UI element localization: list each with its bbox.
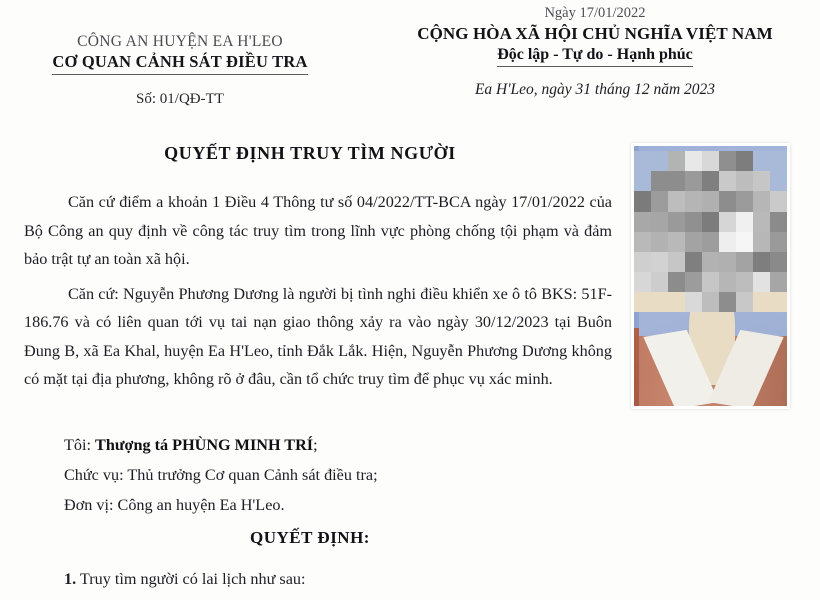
mosaic-tile <box>753 232 770 252</box>
mosaic-tile <box>685 232 702 252</box>
mosaic-tile <box>770 171 787 191</box>
mosaic-tile <box>719 232 736 252</box>
mosaic-tile <box>702 232 719 252</box>
page-title: QUYẾT ĐỊNH TRUY TÌM NGƯỜI <box>164 143 456 163</box>
mosaic-tile <box>685 252 702 272</box>
officer-name-label: Tôi: <box>64 436 96 454</box>
mosaic-tile <box>702 252 719 272</box>
mosaic-tile <box>736 171 753 191</box>
officer-name-line <box>64 430 584 460</box>
mosaic-tile <box>736 212 753 232</box>
mosaic-tile <box>753 191 770 211</box>
decision-heading: QUYẾT ĐỊNH: <box>250 528 370 547</box>
mosaic-tile <box>651 272 668 292</box>
investigation-agency-line: CƠ QUAN CẢNH SÁT ĐIỀU TRA <box>52 52 307 75</box>
mosaic-tile <box>668 151 685 171</box>
mosaic-tile <box>651 232 668 252</box>
mosaic-tile <box>770 252 787 272</box>
officer-name-suffix: ; <box>313 436 318 454</box>
mosaic-tile <box>685 151 702 171</box>
mosaic-tile <box>753 292 770 312</box>
decision-item-1-text: Truy tìm người có lai lịch như sau: <box>76 570 306 588</box>
mosaic-tile <box>719 151 736 171</box>
mosaic-tile <box>685 191 702 211</box>
mosaic-tile <box>651 171 668 191</box>
mosaic-tile <box>668 272 685 292</box>
mosaic-tile <box>719 252 736 272</box>
mosaic-tile <box>685 212 702 232</box>
mosaic-tile <box>685 272 702 292</box>
mosaic-tile <box>770 272 787 292</box>
country-name-line: CỘNG HÒA XÃ HỘI CHỦ NGHĨA VIỆT NAM <box>417 24 773 43</box>
mosaic-tile <box>736 252 753 272</box>
mosaic-tile <box>634 272 651 292</box>
mosaic-tile <box>736 151 753 171</box>
mosaic-tile <box>702 272 719 292</box>
national-heading-block <box>370 5 820 99</box>
mosaic-tile <box>668 252 685 272</box>
mosaic-tile <box>651 252 668 272</box>
national-motto-line: Độc lập - Tự do - Hạnh phúc <box>497 46 693 67</box>
document-number: Số: 01/QĐ-TT <box>136 91 224 107</box>
mosaic-tile <box>634 171 651 191</box>
document-body <box>24 188 612 394</box>
mosaic-tile <box>702 212 719 232</box>
officer-unit-line: Đơn vị: Công an huyện Ea H'Leo. <box>64 496 285 514</box>
issuing-officer-block <box>64 430 584 520</box>
mosaic-tile <box>736 191 753 211</box>
mosaic-tile <box>736 272 753 292</box>
mosaic-tile <box>668 191 685 211</box>
mosaic-tile <box>719 171 736 191</box>
mosaic-tile <box>719 292 736 312</box>
document-header <box>0 0 820 125</box>
mosaic-tile <box>668 232 685 252</box>
mosaic-tile <box>719 272 736 292</box>
mosaic-tile <box>634 232 651 252</box>
mosaic-tile <box>634 191 651 211</box>
mosaic-tile <box>753 212 770 232</box>
mosaic-tile <box>634 151 651 171</box>
face-pixelation-mosaic <box>634 151 787 312</box>
mosaic-tile <box>753 252 770 272</box>
case-facts-paragraph: Căn cứ: Nguyễn Phương Dương là người bị tình nghi điều khiển xe ô tô BKS: 51F-186.76 và có liên quan tới vụ tai nạn giao thông xảy ra vào ngày 30/12/2023 tại Buôn Đung B, xã Ea Khal, huyện Ea H'Leo, tỉnh Đắk Lắk. Hiện, Nguyễn Phương Dương không có mặt tại địa phương, không rõ ở đâu, cần tổ chức truy tìm để phục vụ xác minh. <box>24 284 612 388</box>
decision-item-1-number: 1. <box>64 570 77 588</box>
mosaic-tile <box>736 292 753 312</box>
mosaic-tile <box>702 292 719 312</box>
place-and-date-line: Ea H'Leo, ngày 31 tháng 12 năm 2023 <box>474 81 716 98</box>
mosaic-tile <box>668 212 685 232</box>
portrait-photo-image <box>634 146 787 406</box>
mosaic-tile <box>719 191 736 211</box>
mosaic-tile <box>651 191 668 211</box>
agency-name-line: CÔNG AN HUYỆN EA H'LEO <box>77 33 283 50</box>
mosaic-tile <box>651 212 668 232</box>
mosaic-tile <box>668 171 685 191</box>
mosaic-tile <box>770 191 787 211</box>
mosaic-tile <box>651 292 668 312</box>
officer-position-line: Chức vụ: Thủ trưởng Cơ quan Cảnh sát điều tra; <box>64 466 378 484</box>
decision-item-1 <box>64 570 306 589</box>
mosaic-tile <box>702 151 719 171</box>
mosaic-tile <box>753 272 770 292</box>
mosaic-tile <box>685 292 702 312</box>
mosaic-tile <box>702 191 719 211</box>
officer-name-value: Thượng tá PHÙNG MINH TRÍ <box>95 436 314 454</box>
mosaic-tile <box>634 252 651 272</box>
legal-basis-paragraph: Căn cứ điểm a khoản 1 Điều 4 Thông tư số 04/2022/TT-BCA ngày 17/01/2022 của Bộ Công an quy định về công tác truy tìm trong lĩnh vực phòng chống tội phạm và đảm bảo trật tự an toàn xã hội. <box>24 193 612 268</box>
portrait-photo <box>631 143 790 409</box>
mosaic-tile <box>770 232 787 252</box>
mosaic-tile <box>668 292 685 312</box>
mosaic-tile <box>753 171 770 191</box>
mosaic-tile <box>634 292 651 312</box>
mosaic-tile <box>770 151 787 171</box>
circular-date-line: Ngày 17/01/2022 <box>544 5 646 21</box>
mosaic-tile <box>634 212 651 232</box>
mosaic-tile <box>770 292 787 312</box>
mosaic-tile <box>753 151 770 171</box>
issuing-authority-block <box>0 33 360 108</box>
mosaic-tile <box>770 212 787 232</box>
mosaic-tile <box>702 171 719 191</box>
mosaic-tile <box>736 232 753 252</box>
mosaic-tile <box>719 212 736 232</box>
mosaic-tile <box>685 171 702 191</box>
mosaic-tile <box>651 151 668 171</box>
